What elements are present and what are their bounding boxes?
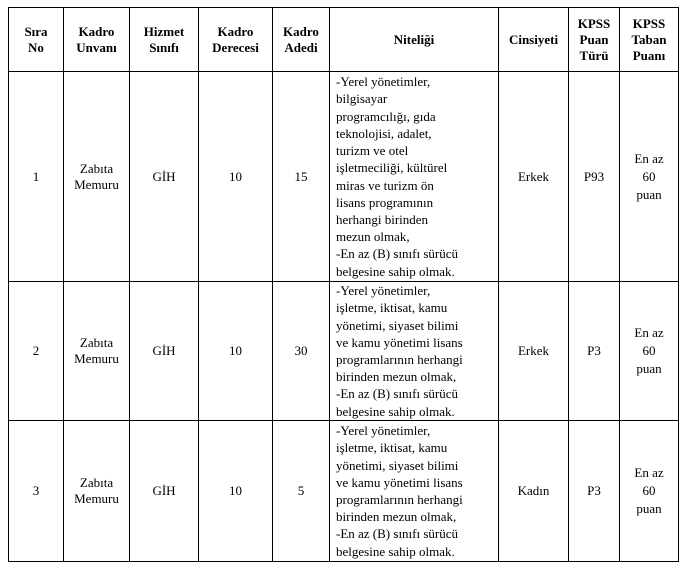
header-kadro-derecesi: Kadro Derecesi bbox=[199, 8, 273, 72]
cell-cinsiyeti: Erkek bbox=[499, 72, 569, 282]
header-kpss-puan-turu: KPSS Puan Türü bbox=[569, 8, 620, 72]
table-row bbox=[9, 72, 679, 282]
table-row bbox=[9, 282, 679, 421]
header-niteligi: Niteliği bbox=[330, 8, 499, 72]
header-kadro-unvani: Kadro Unvanı bbox=[64, 8, 130, 72]
recruitment-table bbox=[8, 7, 679, 562]
header-row bbox=[9, 8, 679, 72]
header-kadro-adedi: Kadro Adedi bbox=[273, 8, 330, 72]
cell-kadro-unvani: Zabıta Memuru bbox=[64, 282, 130, 421]
cell-cinsiyeti: Kadın bbox=[499, 421, 569, 562]
cell-hizmet-sinifi: GİH bbox=[130, 421, 199, 562]
cell-hizmet-sinifi: GİH bbox=[130, 282, 199, 421]
header-hizmet-sinifi: Hizmet Sınıfı bbox=[130, 8, 199, 72]
cell-kadro-unvani: Zabıta Memuru bbox=[64, 421, 130, 562]
cell-kadro-derecesi: 10 bbox=[199, 421, 273, 562]
cell-kadro-adedi: 30 bbox=[273, 282, 330, 421]
cell-kpss-taban-puani: En az 60 puan bbox=[620, 72, 679, 282]
cell-sira-no: 1 bbox=[9, 72, 64, 282]
cell-sira-no: 2 bbox=[9, 282, 64, 421]
header-cinsiyeti: Cinsiyeti bbox=[499, 8, 569, 72]
cell-kpss-taban-puani: En az 60 puan bbox=[620, 421, 679, 562]
cell-kpss-puan-turu: P93 bbox=[569, 72, 620, 282]
cell-kadro-adedi: 5 bbox=[273, 421, 330, 562]
cell-kadro-adedi: 15 bbox=[273, 72, 330, 282]
cell-sira-no: 3 bbox=[9, 421, 64, 562]
cell-kadro-derecesi: 10 bbox=[199, 72, 273, 282]
table-row bbox=[9, 421, 679, 562]
cell-kadro-unvani: Zabıta Memuru bbox=[64, 72, 130, 282]
cell-niteligi: -Yerel yönetimler, işletme, iktisat, kamu yönetimi, siyaset bilimi ve kamu yönetimi lisans programlarının herhangi birinden mezun olmak, -En az (B) sınıfı sürücü belgesine sahip olmak. bbox=[330, 421, 499, 562]
header-kpss-taban-puani: KPSS Taban Puanı bbox=[620, 8, 679, 72]
cell-kpss-puan-turu: P3 bbox=[569, 421, 620, 562]
cell-niteligi: -Yerel yönetimler, bilgisayar programcılığı, gıda teknolojisi, adalet, turizm ve otel işletmeciliği, kültürel miras ve turizm ön lisans programının herhangi birinden mezun olmak, -En az (B) sınıfı sürücü belgesine sahip olmak. bbox=[330, 72, 499, 282]
cell-kadro-derecesi: 10 bbox=[199, 282, 273, 421]
cell-niteligi: -Yerel yönetimler, işletme, iktisat, kamu yönetimi, siyaset bilimi ve kamu yönetimi lisans programlarının herhangi birinden mezun olmak, -En az (B) sınıfı sürücü belgesine sahip olmak. bbox=[330, 282, 499, 421]
header-sira-no: Sıra No bbox=[9, 8, 64, 72]
cell-kpss-taban-puani: En az 60 puan bbox=[620, 282, 679, 421]
cell-cinsiyeti: Erkek bbox=[499, 282, 569, 421]
cell-hizmet-sinifi: GİH bbox=[130, 72, 199, 282]
cell-kpss-puan-turu: P3 bbox=[569, 282, 620, 421]
